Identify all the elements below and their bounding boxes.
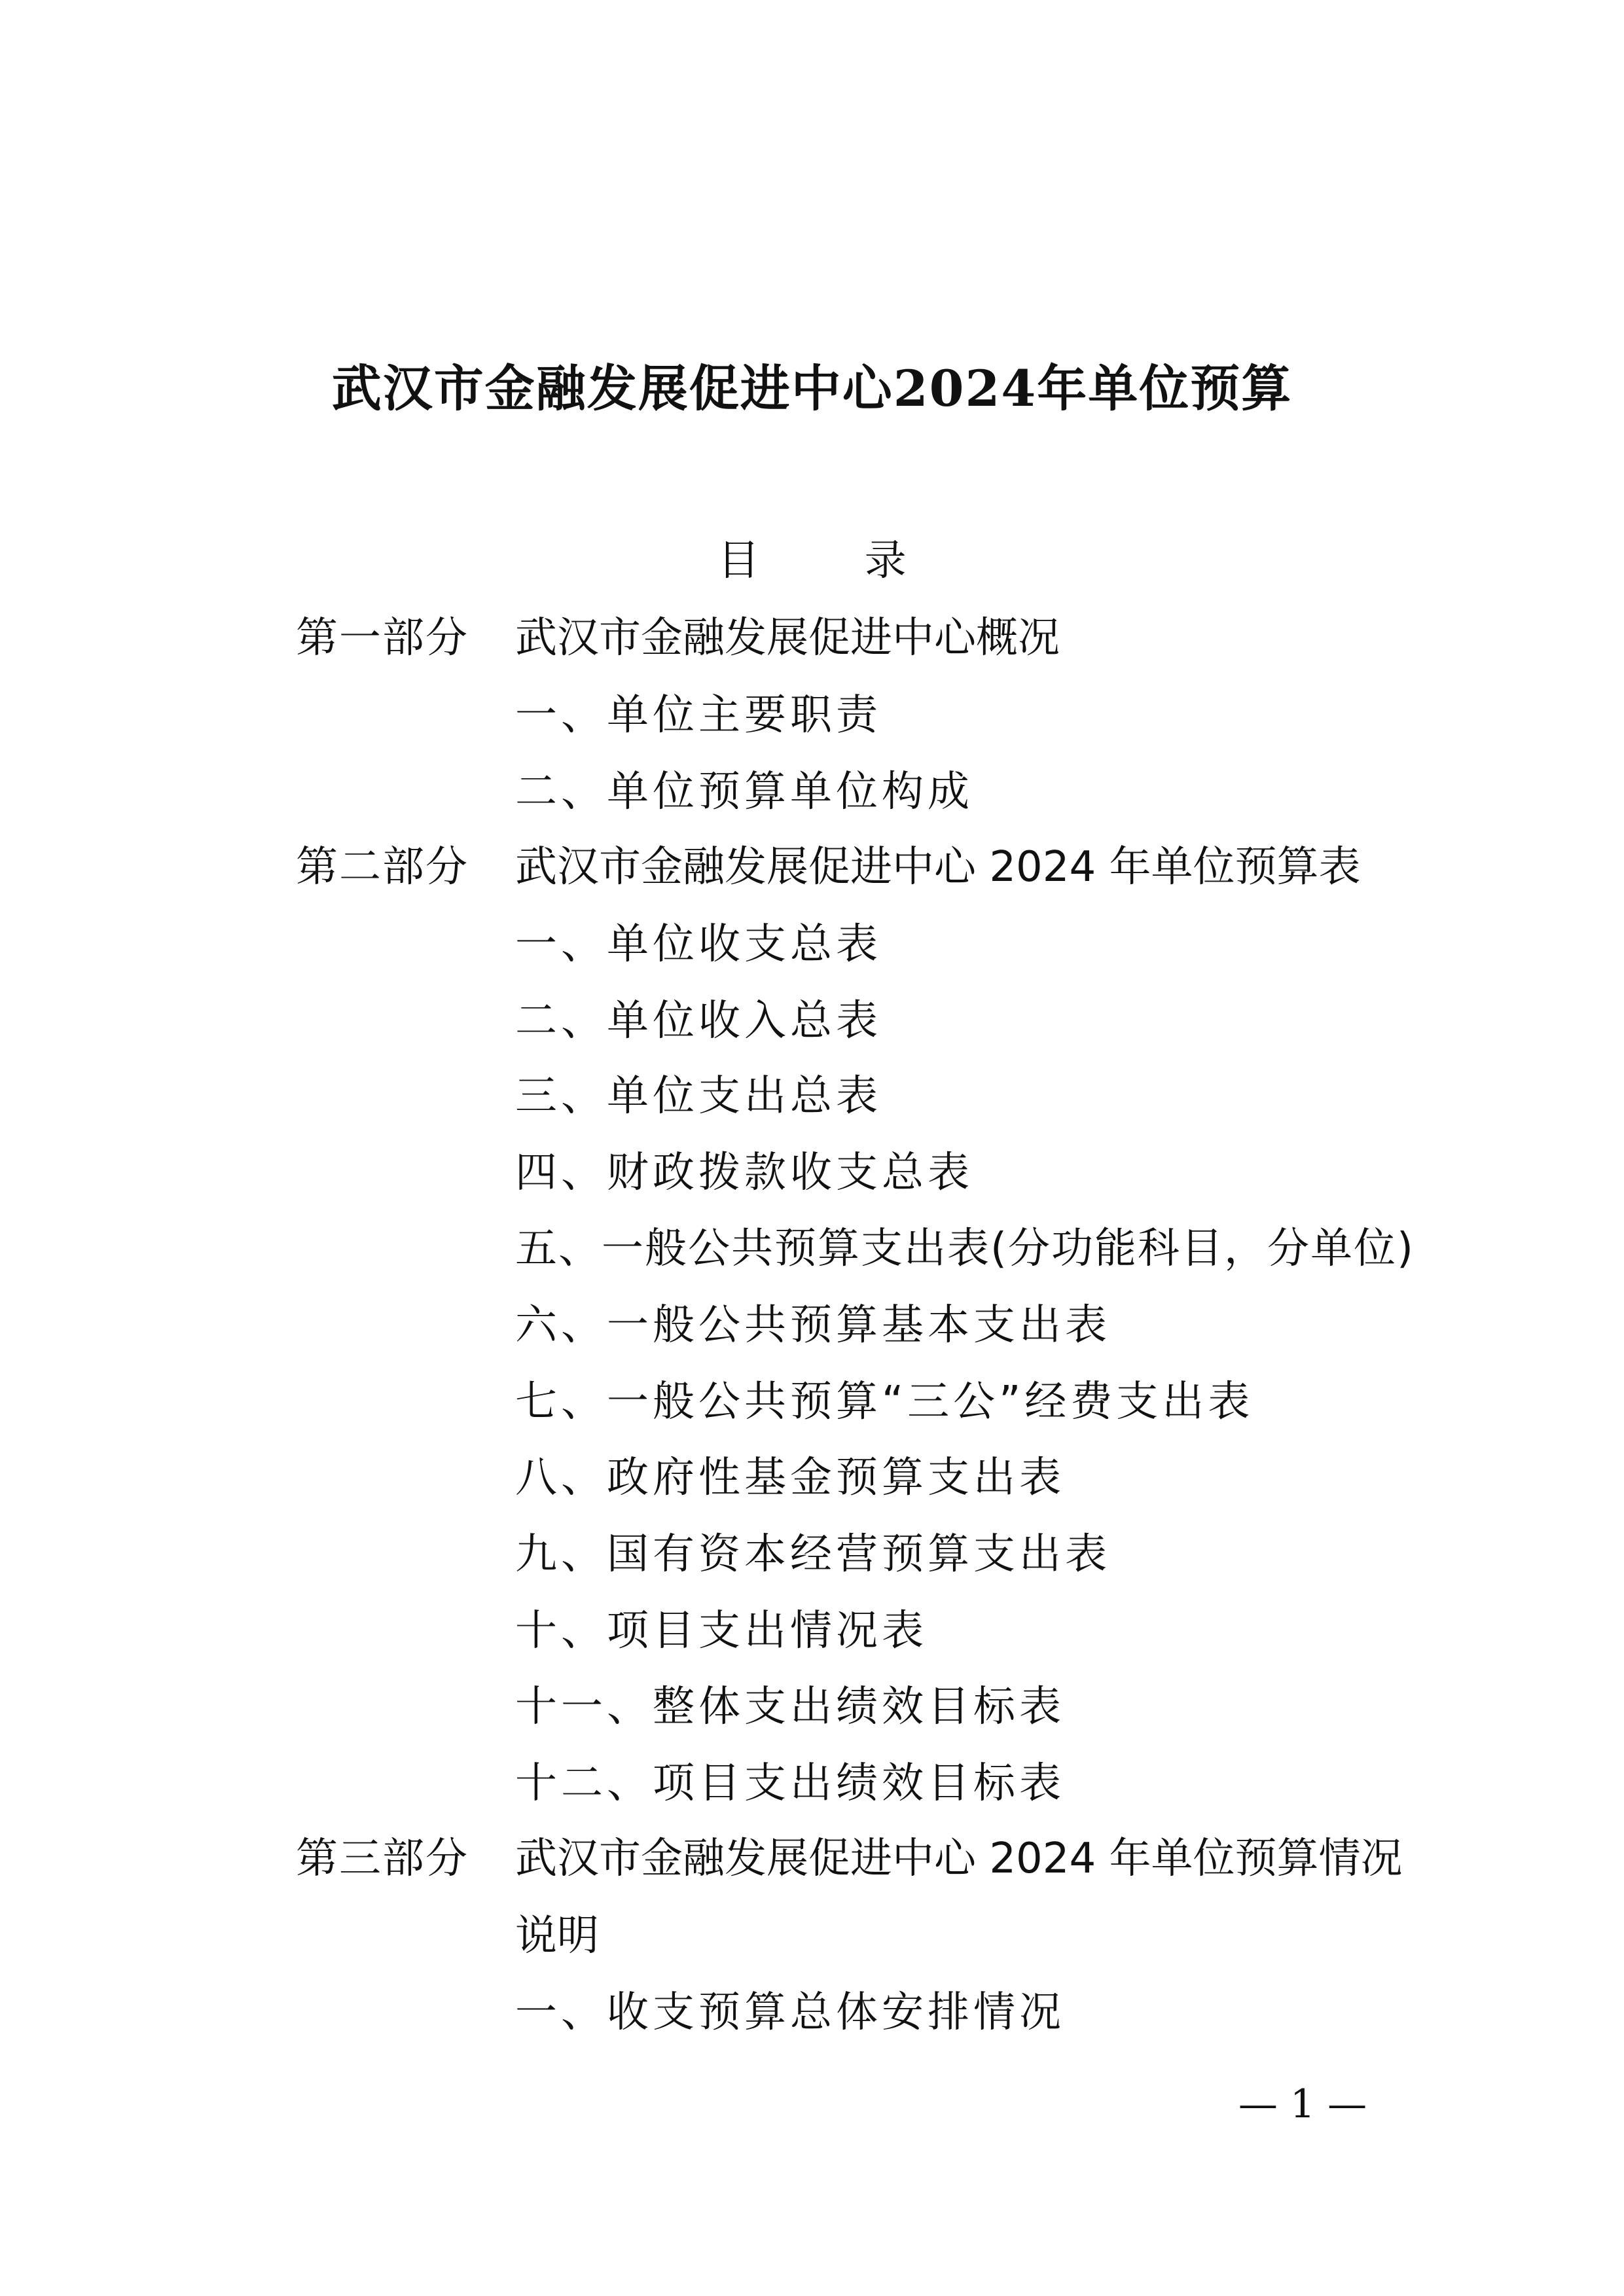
toc-item	[0, 1442, 1624, 1514]
toc-item-label: 八、政府性基金预算支出表	[515, 1454, 1065, 1502]
toc-part-title: 武汉市金融发展促进中心 2024 年单位预算情况	[515, 1835, 1403, 1883]
toc-part-3-continued	[0, 1900, 1624, 1972]
toc-item	[0, 1595, 1624, 1667]
toc-item-label: 十一、整体支出绩效目标表	[515, 1683, 1065, 1731]
toc-item-label: 四、财政拨款收支总表	[515, 1149, 973, 1197]
toc-part-1	[0, 602, 1624, 674]
toc-item-label: 一、收支预算总体安排情况	[515, 1988, 1065, 2037]
toc-item-label: 二、单位收入总表	[515, 997, 882, 1045]
toc-item-label: 一、单位收支总表	[515, 920, 882, 969]
document-title: 武汉市金融发展促进中心2024年单位预算	[331, 359, 1293, 418]
toc-item	[0, 1671, 1624, 1743]
toc-part-label: 第一部分	[296, 614, 469, 662]
toc-item	[0, 1366, 1624, 1438]
page-number: — 1 —	[1238, 2081, 1367, 2127]
toc-item-label: 五、一般公共预算支出表(分功能科目，分单位)	[515, 1225, 1415, 1273]
toc-heading: 目 录	[717, 537, 952, 585]
toc-item-label: 十二、项目支出绩效目标表	[515, 1759, 1065, 1808]
toc-part-title-continued: 说明	[515, 1912, 599, 1960]
toc-item-label: 一、单位主要职责	[515, 691, 882, 740]
toc-item	[0, 1060, 1624, 1132]
toc-item-label: 十、项目支出情况表	[515, 1607, 928, 1655]
toc-item	[0, 756, 1624, 828]
toc-part-title: 武汉市金融发展促进中心 2024 年单位预算表	[515, 843, 1361, 891]
toc-item	[0, 1518, 1624, 1590]
toc-part-title: 武汉市金融发展促进中心概况	[515, 614, 1060, 662]
toc-item	[0, 1748, 1624, 1820]
toc-part-3	[0, 1823, 1624, 1895]
toc-part-label: 第二部分	[296, 843, 469, 891]
toc-item	[0, 1977, 1624, 2049]
toc-part-label: 第三部分	[296, 1835, 469, 1883]
toc-item	[0, 679, 1624, 751]
toc-item	[0, 908, 1624, 980]
toc-item	[0, 1213, 1624, 1285]
toc-item	[0, 985, 1624, 1057]
toc-item-label: 二、单位预算单位构成	[515, 768, 973, 816]
toc-item	[0, 1137, 1624, 1209]
toc-item-label: 九、国有资本经营预算支出表	[515, 1530, 1111, 1579]
toc-item-label: 七、一般公共预算“三公”经费支出表	[515, 1378, 1254, 1426]
toc-part-2	[0, 831, 1624, 903]
toc-item-label: 六、一般公共预算基本支出表	[515, 1301, 1111, 1350]
toc-item-label: 三、单位支出总表	[515, 1072, 882, 1121]
toc-item	[0, 1289, 1624, 1361]
